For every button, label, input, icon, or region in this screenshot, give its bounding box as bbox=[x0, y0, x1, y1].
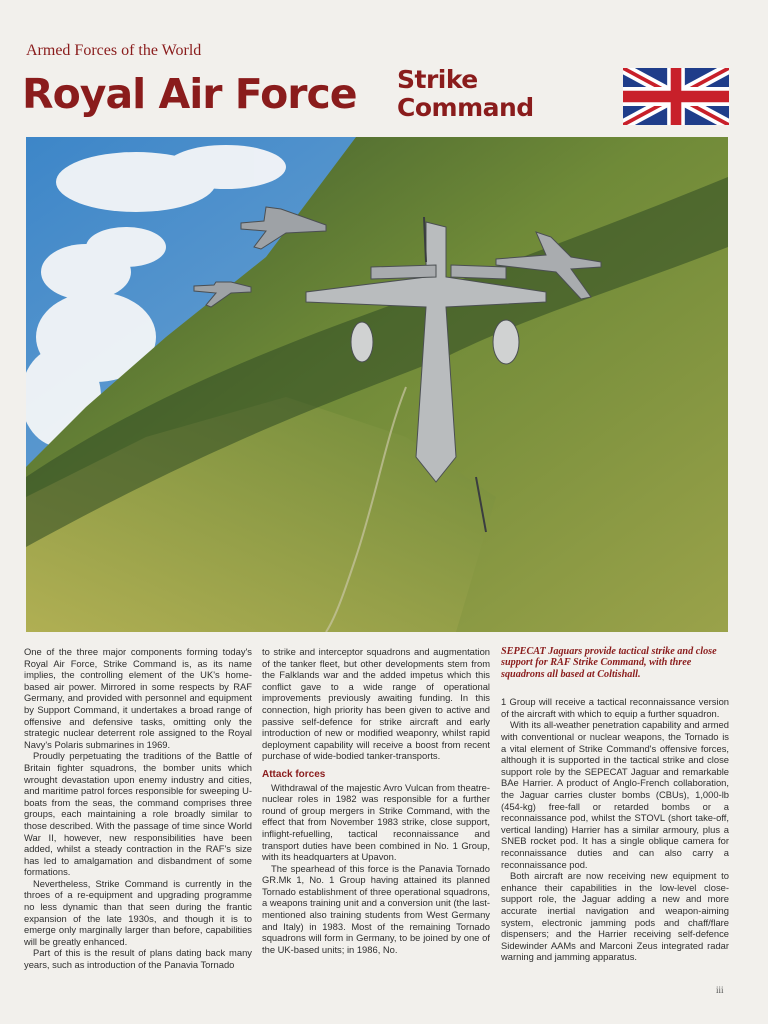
photo-caption: SEPECAT Jaguars provide tactical strike and close support for RAF Strike Command, with three squadrons all based at Coltishall. bbox=[501, 646, 717, 680]
article-paragraph: Both aircraft are now receiving new equipment to enhance their capabilities in the low-level close-support role, the Jaguar adding a new and more accurate inertial navigation and weapon-aiming system, electronic jamming pods and chaff/flare dispensers; and the Harrier receiving self-defence Sidewinder AAMs and Marconi Zeus integrated radar warning and jamming apparatus. bbox=[501, 870, 729, 963]
article-paragraph: Part of this is the result of plans dating back many years, such as introduction of the Panavia Tornado bbox=[24, 947, 252, 971]
page-number: iii bbox=[716, 985, 724, 995]
series-title: Armed Forces of the World bbox=[26, 42, 202, 59]
article-paragraph: 1 Group will receive a tactical reconnaissance version of the aircraft with which to equip a further squadron. bbox=[501, 696, 729, 719]
subtitle-line-1: Strike bbox=[397, 65, 478, 94]
jaguar-formation-photo bbox=[26, 137, 728, 632]
article-column-3 bbox=[501, 646, 729, 963]
article-paragraph: Proudly perpetuating the traditions of the Battle of Britain fighter squadrons, the bomber units which wrought devastation upon enemy industry and cities, and maritime patrol forces responsible for sweeping U-boats from the seas, the command comprises three groups, each maintaining a role broadly similar to those described. With the passage of time since World War II, however, new responsibilities have been added, whilst a steady contraction in the RAF's size has led to amalgamation and disbandment of some formations. bbox=[24, 750, 252, 878]
article-paragraph: Nevertheless, Strike Command is currently in the throes of a re-equipment and upgrading programme no less dynamic than that seen during the frantic expansion of the late 1930s, and though it is to emerge only marginally larger than before, capabilities will be greatly enhanced. bbox=[24, 877, 252, 947]
page-title: Royal Air Force bbox=[22, 70, 357, 118]
article-column-2 bbox=[262, 646, 490, 955]
article-paragraph: The spearhead of this force is the Panavia Tornado GR.Mk 1, No. 1 Group having attained its planned Tornado establishment of three operational squadrons, a weapons training unit and a conversion unit (the last-mentioned also training students from West Germany and Italy) in 1983. Most of the remaining Tornado squadrons will form in Germany, to be joined by one of the UK-based units; in 1986, No. bbox=[262, 862, 490, 955]
article-paragraph: Withdrawal of the majestic Avro Vulcan from theatre-nuclear roles in 1982 was responsible for a further round of group mergers in Strike Command, with the effect that from November 1983 strike, close support, inflight-refuelling, tactical reconnaissance and transport duties have been combined in No. 1 Group, with its headquarters at Upavon. bbox=[262, 781, 490, 863]
union-jack-flag-icon bbox=[623, 68, 729, 125]
subtitle-line-2: Command bbox=[397, 93, 534, 122]
article-paragraph: to strike and interceptor squadrons and augmentation of the tanker fleet, but other developments stem from the Falklands war and the added impetus which this conflict gave to a wide range of operational improvements previously awaiting funding. In this connection, high priority has been given to active and passive self-defence for strike aircraft and early introduction of new or modified weaponry, whilst rapid deployment capability will receive a boost from recent purchase of wide-bodied tanker-transports. bbox=[262, 646, 490, 762]
page-subtitle bbox=[397, 66, 534, 122]
article-paragraph: With its all-weather penetration capability and armed with conventional or nuclear weapons, the Tornado is a vital element of Strike Command's offensive forces, although it is supported in the tactical strike and close support role by the SEPECAT Jaguar and remarkable BAe Harrier. A product of Anglo-French collaboration, the Jaguar carries cluster bombs (CBUs), 1,000-lb (454-kg) free-fall or retarded bombs or a reconnaissance pod, whilst the STOVL (short take-off, vertical landing) Harrier has a similar armoury, plus a SNEB rocket pod. It has a single oblique camera for reconnaissance duties and can also carry a reconnaissance pod. bbox=[501, 719, 729, 870]
article-column-1 bbox=[24, 646, 252, 971]
article-paragraph: One of the three major components forming today's Royal Air Force, Strike Command is, as its name implies, the controlling element of the UK's home-based air power. Mirrored in some respects by RAF Germany, and provided with personnel and equipment by Support Command, it undertakes a broad range of offensive and defensive tasks, omitting only the strategic nuclear deterrent role assigned to the Royal Navy's Polaris submarines in 1969. bbox=[24, 646, 252, 750]
section-heading: Attack forces bbox=[262, 768, 326, 780]
